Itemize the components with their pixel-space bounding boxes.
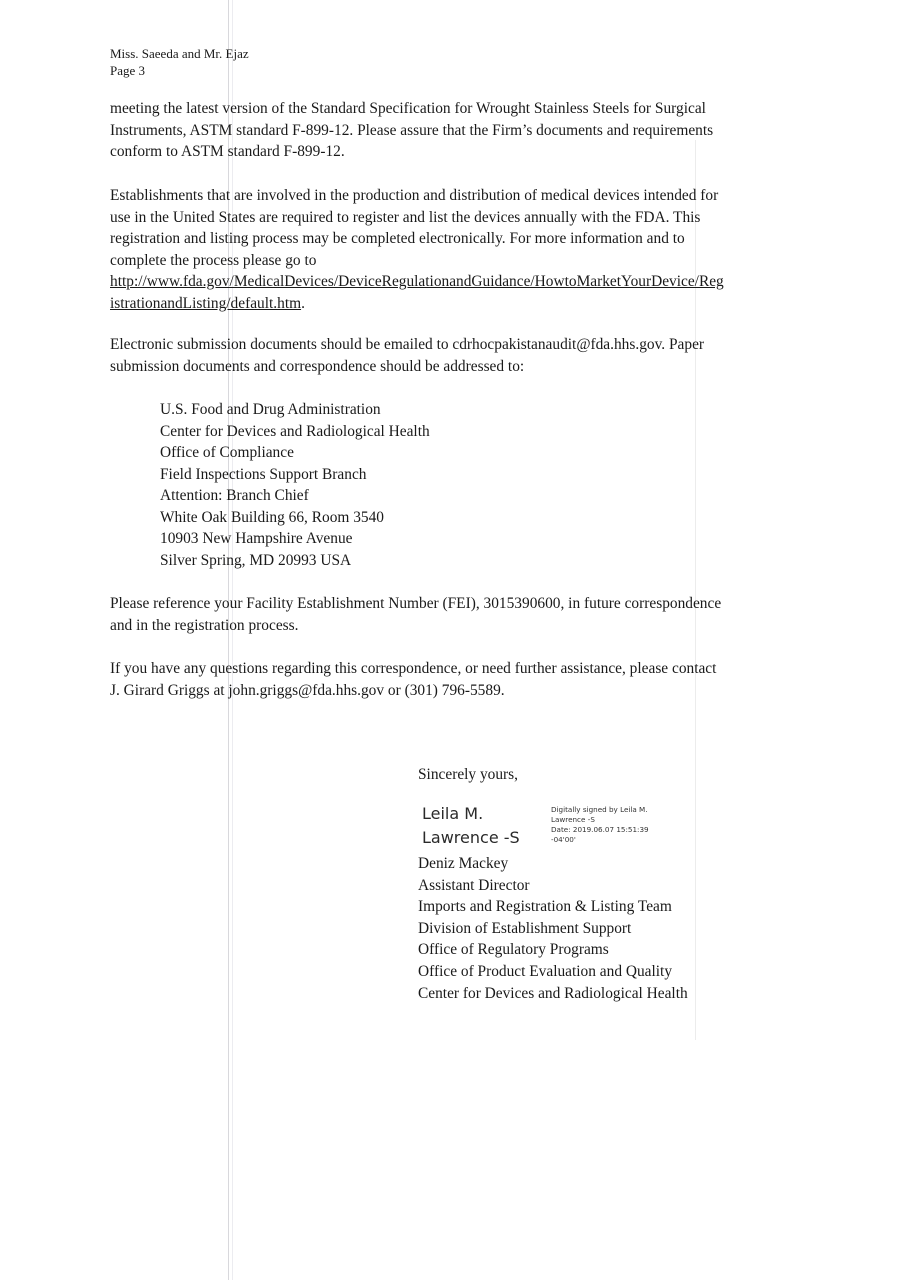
- address-line: Office of Compliance: [160, 444, 294, 461]
- text-line: Instruments, ASTM standard F-899-12. Please assure that the Firm’s documents and requirements: [110, 121, 714, 139]
- paragraph-registration: [110, 185, 800, 314]
- signature-detail-line: Lawrence -S: [551, 815, 595, 824]
- signer-line: Deniz Mackey: [418, 855, 509, 872]
- address-line: Center for Devices and Radiological Health: [160, 422, 430, 440]
- signer-line: Office of Product Evaluation and Quality: [418, 962, 673, 980]
- text-line: registration and listing process may be completed electronically. For more information and to: [110, 230, 685, 247]
- paragraph-submission: [110, 334, 800, 377]
- signature-name: Lawrence -S: [422, 828, 520, 847]
- signature-detail-line: Date: 2019.06.07 15:51:39: [551, 825, 649, 834]
- signer-line: Office of Regulatory Programs: [418, 941, 609, 959]
- signer-line: Imports and Registration & Listing Team: [418, 898, 672, 916]
- address-line: White Oak Building 66, Room 3540: [160, 508, 385, 526]
- paragraph-fei: [110, 593, 800, 636]
- text-line: conform to ASTM standard F-899-12.: [110, 143, 345, 160]
- text-line: use in the United States are required to register and list the devices annually with the FDA. This: [110, 208, 701, 226]
- header-page-number: Page 3: [110, 63, 146, 78]
- text-line: J. Girard Griggs at john.griggs@fda.hhs.gov or (301) 796-5589.: [110, 681, 505, 699]
- address-line: Field Inspections Support Branch: [160, 465, 367, 483]
- text-period: .: [301, 294, 305, 312]
- mailing-address: [160, 399, 430, 571]
- text-line: If you have any questions regarding this correspondence, or need further assistance, please contact: [110, 660, 717, 677]
- registration-link[interactable]: http://www.fda.gov/MedicalDevices/DeviceRegulationandGuidance/HowtoMarketYourDevice/Reg: [110, 273, 724, 290]
- text-line: and in the registration process.: [110, 616, 299, 634]
- text-line: complete the process please go to: [110, 251, 317, 269]
- page-header: [110, 45, 249, 79]
- text-line: meeting the latest version of the Standard Specification for Wrought Stainless Steels for Surgical: [110, 100, 706, 117]
- signature-detail-line: Digitally signed by Leila M.: [551, 805, 648, 814]
- closing-salutation: Sincerely yours,: [418, 766, 519, 783]
- signature-detail-line: -04'00': [551, 835, 576, 844]
- address-line: 10903 New Hampshire Avenue: [160, 530, 353, 547]
- signer-block: [418, 853, 688, 1004]
- address-line: Silver Spring, MD 20993 USA: [160, 551, 352, 569]
- signature-name: Leila M.: [422, 804, 484, 823]
- paragraph-astm: [110, 98, 800, 163]
- address-line: Attention: Branch Chief: [160, 487, 309, 504]
- text-line: Please reference your Facility Establishment Number (FEI), 3015390600, in future correspondence: [110, 595, 722, 612]
- signer-line: Center for Devices and Radiological Health: [418, 984, 688, 1002]
- signature-details: [551, 805, 649, 845]
- text-line: Establishments that are involved in the production and distribution of medical devices intended for: [110, 187, 719, 204]
- digital-signature: [422, 802, 649, 850]
- text-line: submission documents and correspondence should be addressed to:: [110, 357, 525, 375]
- address-line: U.S. Food and Drug Administration: [160, 401, 381, 418]
- text-line: Electronic submission documents should be emailed to cdrhocpakistanaudit@fda.hhs.gov. Paper: [110, 336, 705, 353]
- signer-line: Assistant Director: [418, 876, 530, 894]
- registration-link[interactable]: istrationandListing/default.htm: [110, 294, 302, 312]
- paragraph-contact: [110, 658, 800, 701]
- signer-line: Division of Establishment Support: [418, 919, 632, 937]
- header-recipient: Miss. Saeeda and Mr. Ejaz: [110, 46, 249, 61]
